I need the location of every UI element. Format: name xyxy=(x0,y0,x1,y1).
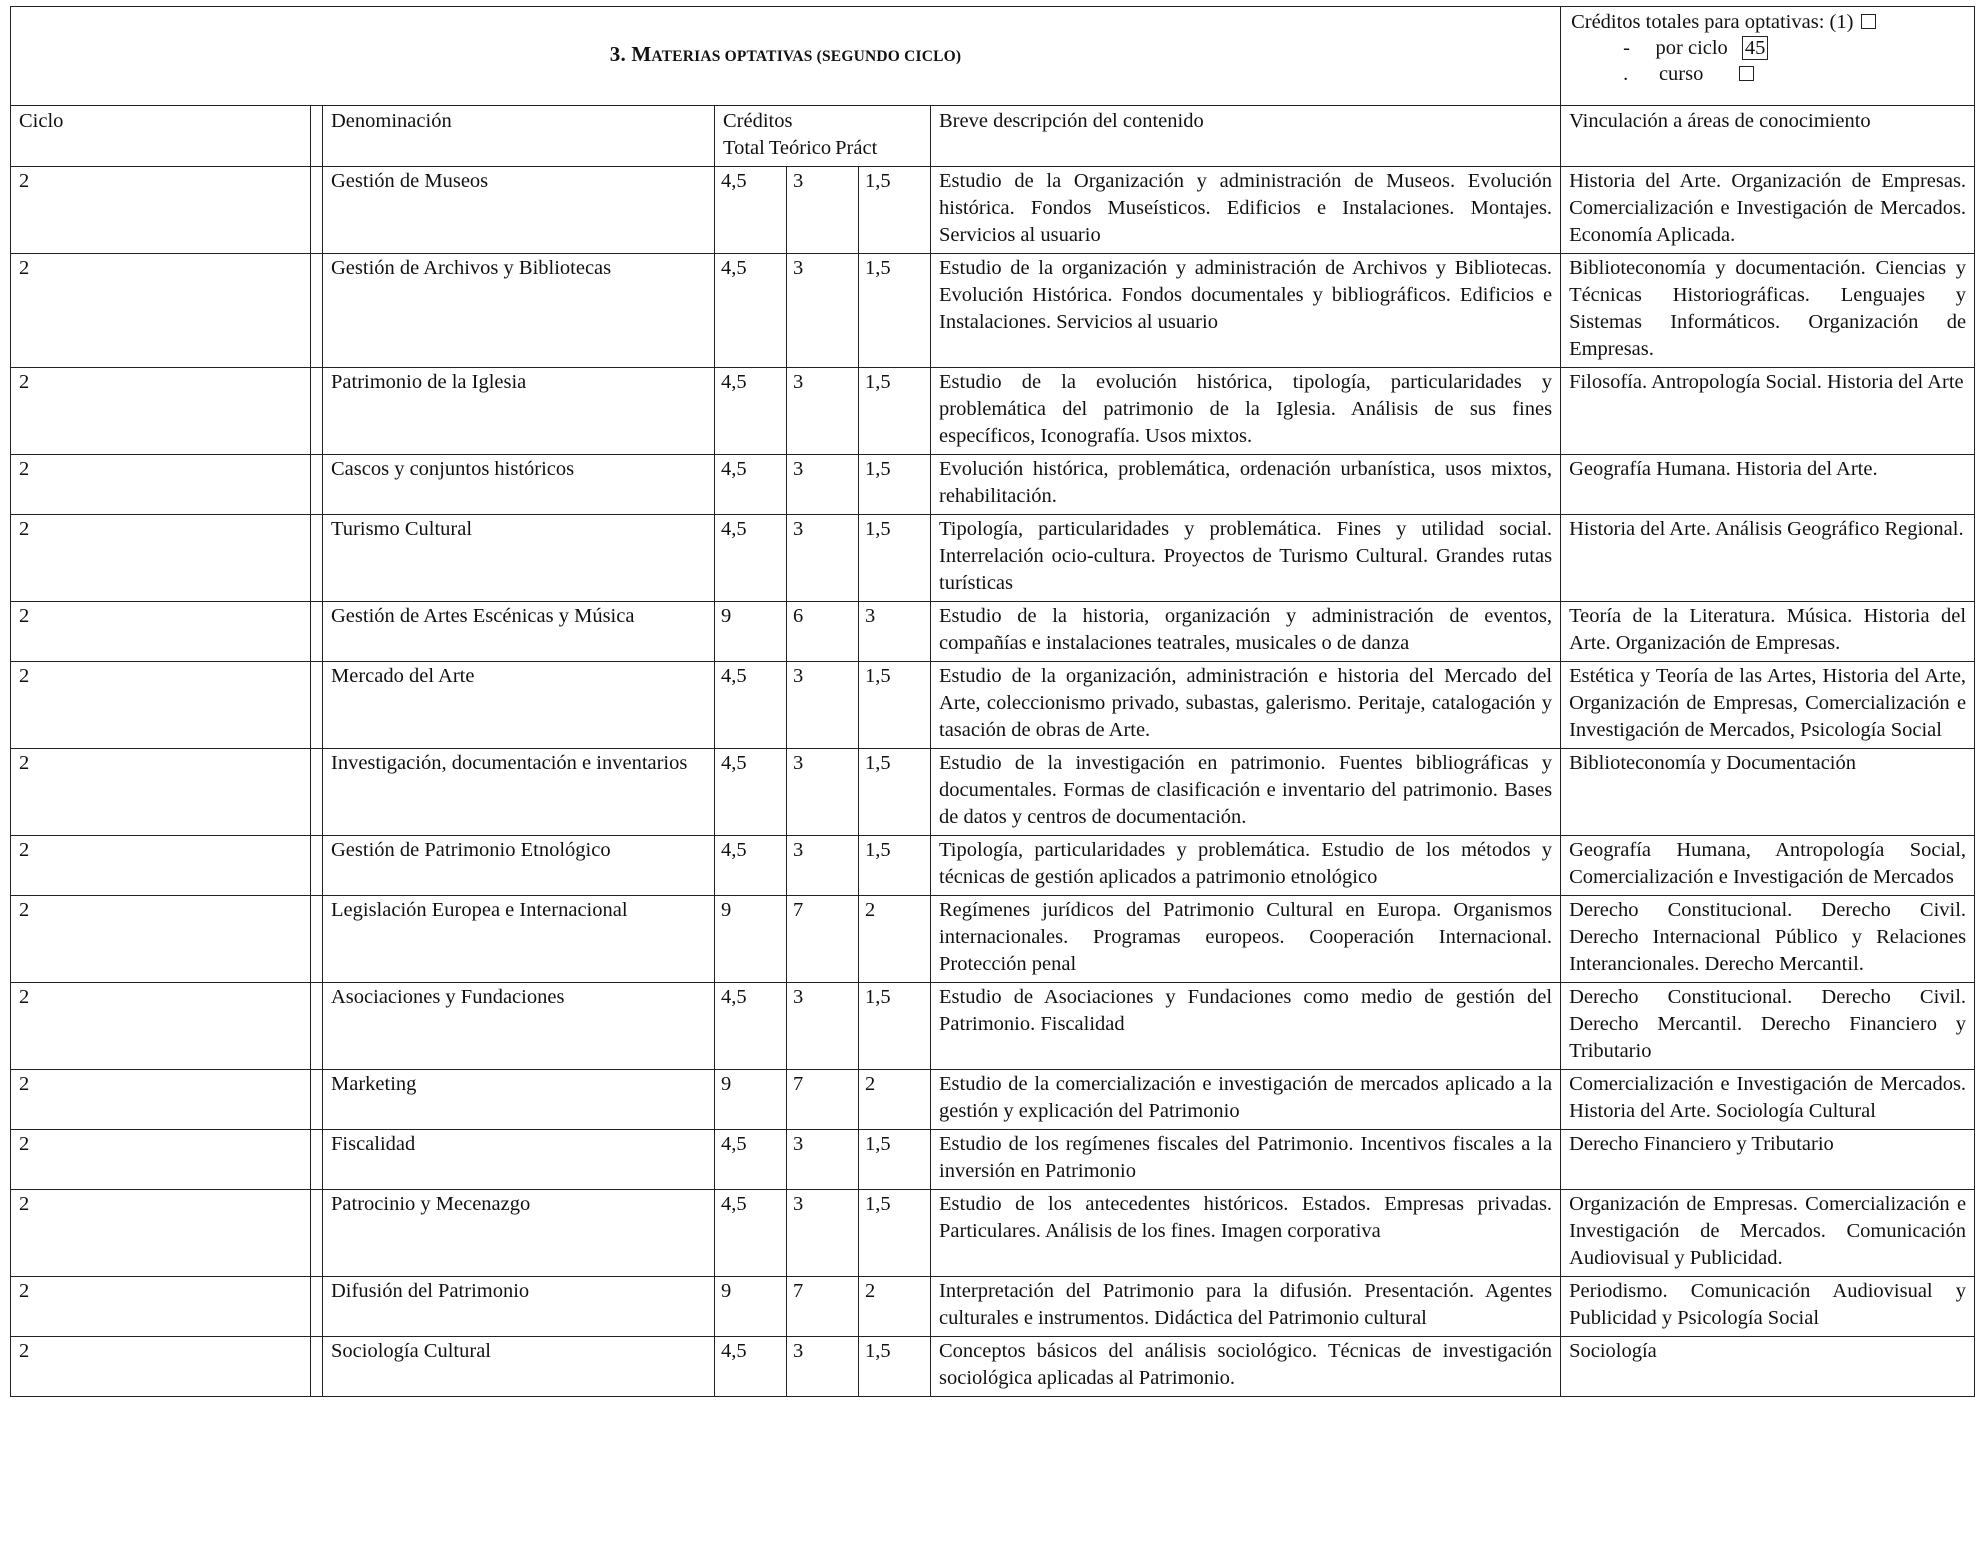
table-row xyxy=(11,1190,1975,1277)
cell-teorico: 3 xyxy=(787,1190,859,1277)
table-row xyxy=(11,983,1975,1070)
col-header-creditos: Créditos Total Teórico Práct xyxy=(715,106,931,167)
cell-pract: 1,5 xyxy=(859,368,931,455)
total-credits-box: Créditos totales para optativas: (1) - por ciclo 45 . curso xyxy=(1561,7,1975,106)
cell-vinculacion: Sociología xyxy=(1561,1337,1975,1397)
table-row xyxy=(11,368,1975,455)
cell-ciclo: 2 xyxy=(11,662,311,749)
table-row xyxy=(11,1070,1975,1130)
cell-descripcion: Regímenes jurídicos del Patrimonio Cultural en Europa. Organismos internacionales. Programas europeos. Cooperación Internacional. Protección penal xyxy=(931,896,1561,983)
col-header-ciclo: Ciclo xyxy=(11,106,311,167)
cell-teorico: 3 xyxy=(787,515,859,602)
cell-ciclo: 2 xyxy=(11,1337,311,1397)
cell-denominacion: Mercado del Arte xyxy=(323,662,715,749)
cell-total: 9 xyxy=(715,1277,787,1337)
cell-descripcion: Estudio de la comercialización e investigación de mercados aplicado a la gestión y explicación del Patrimonio xyxy=(931,1070,1561,1130)
col-header-total: Total xyxy=(723,137,765,159)
table-row xyxy=(11,1277,1975,1337)
cell-pract: 1,5 xyxy=(859,836,931,896)
cell-teorico: 3 xyxy=(787,662,859,749)
cell-ciclo: 2 xyxy=(11,602,311,662)
curso-label: curso xyxy=(1658,63,1704,85)
cell-pract: 1,5 xyxy=(859,983,931,1070)
cell-total: 4,5 xyxy=(715,455,787,515)
cell-teorico: 3 xyxy=(787,1337,859,1397)
cell-denominacion: Gestión de Archivos y Bibliotecas xyxy=(323,254,715,368)
cell-vinculacion: Teoría de la Literatura. Música. Historia del Arte. Organización de Empresas. xyxy=(1561,602,1975,662)
cell-pract: 2 xyxy=(859,1070,931,1130)
cell-teorico: 6 xyxy=(787,602,859,662)
cell-vinculacion: Geografía Humana, Antropología Social, Comercialización e Investigación de Mercados xyxy=(1561,836,1975,896)
cell-ciclo: 2 xyxy=(11,896,311,983)
cell-pract: 1,5 xyxy=(859,515,931,602)
cell-pract: 1,5 xyxy=(859,254,931,368)
col-header-descripcion: Breve descripción del contenido xyxy=(931,106,1561,167)
cell-vinculacion: Estética y Teoría de las Artes, Historia del Arte, Organización de Empresas, Comercialización e Investigación de Mercados, Psicología Social xyxy=(1561,662,1975,749)
cell-denominacion: Patrocinio y Mecenazgo xyxy=(323,1190,715,1277)
title-row xyxy=(11,7,1975,106)
table-row xyxy=(11,455,1975,515)
cell-ciclo: 2 xyxy=(11,836,311,896)
cell-ciclo: 2 xyxy=(11,1070,311,1130)
cell-denominacion: Gestión de Museos xyxy=(323,167,715,254)
cell-pract: 1,5 xyxy=(859,1190,931,1277)
page-title: 3. MATERIAS OPTATIVAS (SEGUNDO CICLO) xyxy=(609,41,962,66)
col-header-pract: Práct xyxy=(835,137,878,159)
cell-pract: 1,5 xyxy=(859,1337,931,1397)
cell-ciclo: 2 xyxy=(11,254,311,368)
cell-descripcion: Interpretación del Patrimonio para la difusión. Presentación. Agentes culturales e instrumentos. Didáctica del Patrimonio cultural xyxy=(931,1277,1561,1337)
cell-total: 4,5 xyxy=(715,662,787,749)
cell-vinculacion: Periodismo. Comunicación Audiovisual y Publicidad y Psicología Social xyxy=(1561,1277,1975,1337)
cell-teorico: 7 xyxy=(787,896,859,983)
cell-denominacion: Sociología Cultural xyxy=(323,1337,715,1397)
cell-vinculacion: Historia del Arte. Organización de Empresas. Comercialización e Investigación de Mercados. Economía Aplicada. xyxy=(1561,167,1975,254)
document-page xyxy=(10,6,1974,1397)
cell-total: 4,5 xyxy=(715,836,787,896)
cell-total: 4,5 xyxy=(715,749,787,836)
por-ciclo-label: por ciclo xyxy=(1655,37,1728,59)
cell-pract: 1,5 xyxy=(859,749,931,836)
checkbox-icon xyxy=(1861,14,1876,29)
cell-ciclo: 2 xyxy=(11,368,311,455)
col-header-denominacion: Denominación xyxy=(323,106,715,167)
cell-total: 4,5 xyxy=(715,983,787,1070)
cell-ciclo: 2 xyxy=(11,515,311,602)
table-row xyxy=(11,749,1975,836)
table-row xyxy=(11,896,1975,983)
col-header-vinculacion: Vinculación a áreas de conocimiento xyxy=(1561,106,1975,167)
cell-teorico: 3 xyxy=(787,167,859,254)
table-row xyxy=(11,662,1975,749)
cell-total: 4,5 xyxy=(715,254,787,368)
title-cell xyxy=(11,7,1561,106)
cell-pract: 1,5 xyxy=(859,167,931,254)
cell-total: 9 xyxy=(715,1070,787,1130)
cell-descripcion: Estudio de la historia, organización y administración de eventos, compañías e instalaciones teatrales, musicales o de danza xyxy=(931,602,1561,662)
cell-descripcion: Estudio de la Organización y administración de Museos. Evolución histórica. Fondos Museísticos. Edificios e Instalaciones. Montajes. Servicios al usuario xyxy=(931,167,1561,254)
cell-vinculacion: Derecho Constitucional. Derecho Civil. Derecho Internacional Público y Relaciones Interancionales. Derecho Mercantil. xyxy=(1561,896,1975,983)
cell-total: 9 xyxy=(715,896,787,983)
cell-vinculacion: Derecho Constitucional. Derecho Civil. Derecho Mercantil. Derecho Financiero y Tributario xyxy=(1561,983,1975,1070)
cell-denominacion: Legislación Europea e Internacional xyxy=(323,896,715,983)
cell-denominacion: Cascos y conjuntos históricos xyxy=(323,455,715,515)
cell-vinculacion: Derecho Financiero y Tributario xyxy=(1561,1130,1975,1190)
cell-vinculacion: Organización de Empresas. Comercialización e Investigación de Mercados. Comunicación Audiovisual y Publicidad. xyxy=(1561,1190,1975,1277)
cell-ciclo: 2 xyxy=(11,749,311,836)
cell-total: 4,5 xyxy=(715,1337,787,1397)
cell-total: 9 xyxy=(715,602,787,662)
cell-denominacion: Patrimonio de la Iglesia xyxy=(323,368,715,455)
cell-teorico: 3 xyxy=(787,254,859,368)
cell-ciclo: 2 xyxy=(11,455,311,515)
cell-denominacion: Turismo Cultural xyxy=(323,515,715,602)
total-credits-label: Créditos totales para optativas: (1) xyxy=(1571,11,1854,33)
cell-teorico: 3 xyxy=(787,983,859,1070)
cell-denominacion: Marketing xyxy=(323,1070,715,1130)
cell-ciclo: 2 xyxy=(11,1130,311,1190)
cell-vinculacion: Biblioteconomía y Documentación xyxy=(1561,749,1975,836)
cell-descripcion: Tipología, particularidades y problemática. Fines y utilidad social. Interrelación ocio-cultura. Proyectos de Turismo Cultural. Grandes rutas turísticas xyxy=(931,515,1561,602)
cell-descripcion: Estudio de los regímenes fiscales del Patrimonio. Incentivos fiscales a la inversión en Patrimonio xyxy=(931,1130,1561,1190)
table-row xyxy=(11,167,1975,254)
cell-descripcion: Estudio de Asociaciones y Fundaciones como medio de gestión del Patrimonio. Fiscalidad xyxy=(931,983,1561,1070)
cell-ciclo: 2 xyxy=(11,167,311,254)
cell-ciclo: 2 xyxy=(11,1190,311,1277)
por-ciclo-value: 45 xyxy=(1742,36,1769,60)
cell-descripcion: Estudio de la investigación en patrimonio. Fuentes bibliográficas y documentales. Formas de clasificación e inventario del patrimonio. Bases de datos y centros de documentación. xyxy=(931,749,1561,836)
cell-total: 4,5 xyxy=(715,515,787,602)
cell-vinculacion: Comercialización e Investigación de Mercados. Historia del Arte. Sociología Cultural xyxy=(1561,1070,1975,1130)
cell-teorico: 3 xyxy=(787,1130,859,1190)
optional-subjects-table xyxy=(10,6,1975,1397)
cell-pract: 1,5 xyxy=(859,455,931,515)
cell-denominacion: Difusión del Patrimonio xyxy=(323,1277,715,1337)
cell-ciclo: 2 xyxy=(11,983,311,1070)
cell-descripcion: Estudio de la organización, administración e historia del Mercado del Arte, coleccionismo privado, subastas, galerismo. Peritaje, catalogación y tasación de obras de Arte. xyxy=(931,662,1561,749)
cell-teorico: 7 xyxy=(787,1070,859,1130)
cell-descripcion: Estudio de la evolución histórica, tipología, particularidades y problemática del patrimonio de la Iglesia. Análisis de sus fines específicos, Iconografía. Usos mixtos. xyxy=(931,368,1561,455)
cell-teorico: 3 xyxy=(787,455,859,515)
cell-teorico: 3 xyxy=(787,836,859,896)
cell-descripcion: Tipología, particularidades y problemática. Estudio de los métodos y técnicas de gestión aplicados a patrimonio etnológico xyxy=(931,836,1561,896)
table-row xyxy=(11,254,1975,368)
cell-teorico: 3 xyxy=(787,368,859,455)
cell-descripcion: Evolución histórica, problemática, ordenación urbanística, usos mixtos, rehabilitación. xyxy=(931,455,1561,515)
cell-vinculacion: Filosofía. Antropología Social. Historia del Arte xyxy=(1561,368,1975,455)
table-row xyxy=(11,602,1975,662)
cell-pract: 3 xyxy=(859,602,931,662)
cell-denominacion: Investigación, documentación e inventarios xyxy=(323,749,715,836)
cell-descripcion: Estudio de los antecedentes históricos. Estados. Empresas privadas. Particulares. Análisis de los fines. Imagen corporativa xyxy=(931,1190,1561,1277)
cell-total: 4,5 xyxy=(715,368,787,455)
cell-teorico: 7 xyxy=(787,1277,859,1337)
table-row xyxy=(11,1130,1975,1190)
cell-pract: 1,5 xyxy=(859,1130,931,1190)
cell-vinculacion: Historia del Arte. Análisis Geográfico Regional. xyxy=(1561,515,1975,602)
cell-denominacion: Fiscalidad xyxy=(323,1130,715,1190)
cell-denominacion: Asociaciones y Fundaciones xyxy=(323,983,715,1070)
cell-total: 4,5 xyxy=(715,1130,787,1190)
table-row xyxy=(11,1337,1975,1397)
cell-ciclo: 2 xyxy=(11,1277,311,1337)
cell-pract: 2 xyxy=(859,1277,931,1337)
cell-descripcion: Estudio de la organización y administración de Archivos y Bibliotecas. Evolución Histórica. Fondos documentales y bibliográficos. Edificios e Instalaciones. Servicios al usuario xyxy=(931,254,1561,368)
cell-vinculacion: Biblioteconomía y documentación. Ciencias y Técnicas Historiográficas. Lenguajes y Sistemas Informáticos. Organización de Empresas. xyxy=(1561,254,1975,368)
cell-total: 4,5 xyxy=(715,167,787,254)
cell-descripcion: Conceptos básicos del análisis sociológico. Técnicas de investigación sociológica aplicadas al Patrimonio. xyxy=(931,1337,1561,1397)
col-header-teorico: Teórico xyxy=(768,137,832,159)
table-row xyxy=(11,836,1975,896)
cell-teorico: 3 xyxy=(787,749,859,836)
checkbox-icon xyxy=(1739,66,1754,81)
cell-pract: 1,5 xyxy=(859,662,931,749)
table-row xyxy=(11,515,1975,602)
column-header-row xyxy=(11,106,1975,167)
cell-total: 4,5 xyxy=(715,1190,787,1277)
cell-denominacion: Gestión de Patrimonio Etnológico xyxy=(323,836,715,896)
cell-denominacion: Gestión de Artes Escénicas y Música xyxy=(323,602,715,662)
cell-pract: 2 xyxy=(859,896,931,983)
cell-vinculacion: Geografía Humana. Historia del Arte. xyxy=(1561,455,1975,515)
